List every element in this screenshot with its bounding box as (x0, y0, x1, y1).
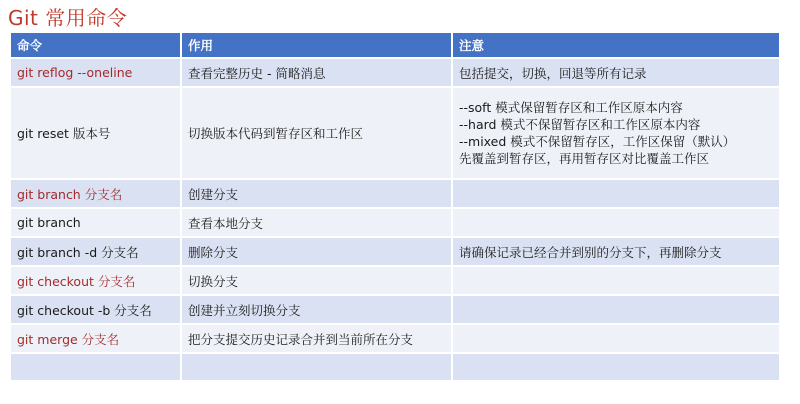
table-header-row (11, 33, 780, 58)
note-cell (452, 324, 780, 353)
command-cell: git branch 分支名 (11, 179, 181, 208)
effect-cell: 查看本地分支 (181, 208, 452, 237)
note-cell (452, 266, 780, 295)
table-row (11, 266, 780, 295)
note-line: --hard 模式不保留暂存区和工作区原本内容 (459, 117, 701, 132)
header-note: 注意 (452, 33, 780, 58)
note-cell (452, 87, 780, 179)
note-cell (452, 58, 780, 87)
table-row (11, 353, 780, 380)
table-row (11, 87, 780, 179)
command-cell: git reset 版本号 (11, 87, 181, 179)
note-line: 包括提交，切换，回退等所有记录 (459, 65, 647, 81)
table-row (11, 179, 780, 208)
table-row (11, 208, 780, 237)
effect-cell: 删除分支 (181, 237, 452, 266)
table-row (11, 58, 780, 87)
note-cell (452, 237, 780, 266)
note-cell (452, 295, 780, 324)
note-cell (452, 208, 780, 237)
command-cell: git checkout -b 分支名 (11, 295, 181, 324)
note-cell (452, 353, 780, 380)
note-line: --soft 模式保留暂存区和工作区原本内容 (459, 100, 683, 115)
header-command: 命令 (11, 33, 181, 58)
git-commands-table (11, 33, 781, 380)
note-line: 请确保记录已经合并到别的分支下，再删除分支 (459, 244, 722, 260)
command-cell: git branch (11, 208, 181, 237)
command-cell: git merge 分支名 (11, 324, 181, 353)
effect-cell: 切换版本代码到暂存区和工作区 (181, 87, 452, 179)
command-cell: git reflog --oneline (11, 58, 181, 87)
header-effect: 作用 (181, 33, 452, 58)
note-line: --mixed 模式不保留暂存区，工作区保留（默认） (459, 134, 736, 149)
effect-cell: 切换分支 (181, 266, 452, 295)
effect-cell: 创建并立刻切换分支 (181, 295, 452, 324)
effect-cell: 查看完整历史 - 简略消息 (181, 58, 452, 87)
command-cell (11, 353, 181, 380)
note-line: 先覆盖到暂存区，再用暂存区对比覆盖工作区 (459, 151, 710, 166)
slide-title: Git 常用命令 (8, 6, 128, 30)
command-cell: git checkout 分支名 (11, 266, 181, 295)
effect-cell: 把分支提交历史记录合并到当前所在分支 (181, 324, 452, 353)
command-cell: git branch -d 分支名 (11, 237, 181, 266)
table-row (11, 237, 780, 266)
table-row (11, 295, 780, 324)
note-cell (452, 179, 780, 208)
effect-cell: 创建分支 (181, 179, 452, 208)
effect-cell (181, 353, 452, 380)
table-row (11, 324, 780, 353)
